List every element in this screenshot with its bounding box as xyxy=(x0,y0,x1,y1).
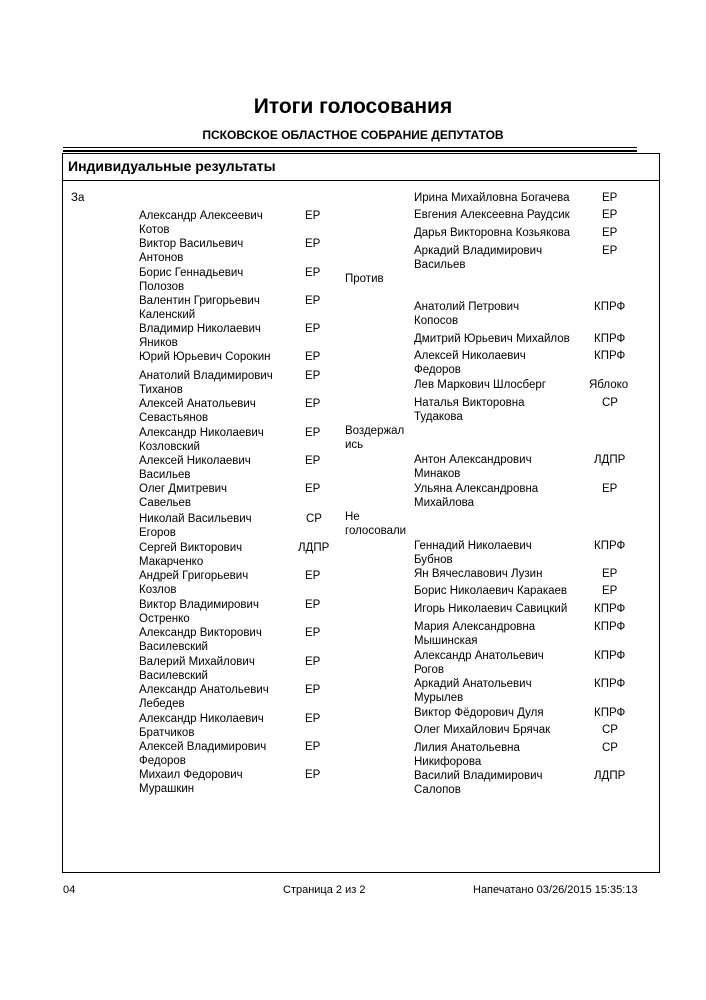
party-label: ЕР xyxy=(305,267,321,279)
deputy-name: Василий Владимирович Салопов xyxy=(414,770,543,796)
deputy-name: Андрей Григорьевич Козлов xyxy=(139,570,249,596)
party-label: КПРФ xyxy=(594,621,626,633)
party-label: ЛДПР xyxy=(594,770,626,782)
party-label: ЕР xyxy=(305,351,321,363)
party-label: ЕР xyxy=(602,245,618,257)
party-label: ЕР xyxy=(305,427,321,439)
party-label: ЕР xyxy=(305,323,321,335)
party-label: ЕР xyxy=(602,227,618,239)
party-label: СР xyxy=(602,724,618,736)
footer-code: 04 xyxy=(63,884,76,896)
footer-page-number: Страница 2 из 2 xyxy=(283,884,366,896)
deputy-name: Дмитрий Юрьевич Михайлов xyxy=(414,333,570,345)
party-label: КПРФ xyxy=(594,540,626,552)
deputy-name: Ян Вячеславович Лузин xyxy=(414,568,543,580)
party-label: СР xyxy=(602,742,618,754)
deputy-name: Владимир Николаевич Яников xyxy=(139,323,261,349)
deputy-name: Аркадий Анатольевич Мурылев xyxy=(414,678,532,704)
deputy-name: Александр Николаевич Козловский xyxy=(139,427,264,453)
category-label-ne-golosovali: Не голосовали xyxy=(345,511,407,537)
deputy-name: Валентин Григорьевич Каленский xyxy=(139,295,260,321)
party-label: ЕР xyxy=(305,741,321,753)
deputy-name: Наталья Викторовна Тудакова xyxy=(414,397,525,423)
deputy-name: Олег Дмитревич Савельев xyxy=(139,483,228,509)
party-label: СР xyxy=(306,513,322,525)
party-label: ЕР xyxy=(602,483,618,495)
party-label: ЛДПР xyxy=(594,454,626,466)
deputy-name: Алексей Николаевич Федоров xyxy=(414,350,526,376)
party-label: ЕР xyxy=(305,599,321,611)
deputy-name: Борис Геннадьевич Полозов xyxy=(139,267,244,293)
party-label: ЕР xyxy=(305,570,321,582)
party-label: КПРФ xyxy=(594,603,626,615)
deputy-name: Виктор Владимирович Остренко xyxy=(139,599,259,625)
party-label: ЕР xyxy=(305,398,321,410)
deputy-name: Александр Анатольевич Лебедев xyxy=(139,684,269,710)
category-label-vozderzhalis: Воздержал ись xyxy=(345,425,405,451)
deputy-name: Николай Васильевич Егоров xyxy=(139,513,252,539)
deputy-name: Александр Николаевич Братчиков xyxy=(139,713,264,739)
deputy-name: Александр Викторович Василевский xyxy=(139,627,262,653)
category-label-za: За xyxy=(71,192,85,204)
deputy-name: Лев Маркович Шлосберг xyxy=(414,379,546,391)
party-label: ЕР xyxy=(305,684,321,696)
party-label: Яблоко xyxy=(589,379,629,391)
document-subtitle: ПСКОВСКОЕ ОБЛАСТНОЕ СОБРАНИЕ ДЕПУТАТОВ xyxy=(202,128,504,142)
party-label: КПРФ xyxy=(594,650,626,662)
section-heading-rule xyxy=(62,180,660,181)
deputy-name: Лилия Анатольевна Никифорова xyxy=(414,742,520,768)
deputy-name: Валерий Михайлович Василевский xyxy=(139,656,255,682)
deputy-name: Алексей Анатольевич Севастьянов xyxy=(139,398,256,424)
party-label: ЕР xyxy=(305,656,321,668)
party-label: ЕР xyxy=(602,585,618,597)
category-label-protiv: Против xyxy=(345,273,384,285)
party-label: ЕР xyxy=(305,370,321,382)
deputy-name: Борис Николаевич Каракаев xyxy=(414,585,568,597)
deputy-name: Виктор Фёдорович Дуля xyxy=(414,707,544,719)
deputy-name: Александр Анатольевич Рогов xyxy=(414,650,544,676)
party-label: ЕР xyxy=(305,238,321,250)
deputy-name: Алексей Владимирович Федоров xyxy=(139,741,267,767)
section-heading: Индивидуальные результаты xyxy=(68,158,276,174)
deputy-name: Михаил Федорович Мурашкин xyxy=(139,769,243,795)
party-label: ЕР xyxy=(602,568,618,580)
deputy-name: Сергей Викторович Макарченко xyxy=(139,542,243,568)
party-label: ЕР xyxy=(305,455,321,467)
party-label: СР xyxy=(602,397,618,409)
deputy-name: Виктор Васильевич Антонов xyxy=(139,238,244,264)
deputy-name: Александр Алексеевич Котов xyxy=(139,210,263,236)
party-label: КПРФ xyxy=(594,678,626,690)
party-label: ЕР xyxy=(305,210,321,222)
deputy-name: Ульяна Александровна Михайлова xyxy=(414,483,539,509)
party-label: ЕР xyxy=(305,295,321,307)
party-label: ЕР xyxy=(602,209,618,221)
party-label: КПРФ xyxy=(594,350,626,362)
party-label: КПРФ xyxy=(594,707,626,719)
deputy-name: Мария Александровна Мышинская xyxy=(414,621,536,647)
party-label: ЕР xyxy=(305,713,321,725)
deputy-name: Ирина Михайловна Богачева xyxy=(414,192,570,204)
deputy-name: Аркадий Владимирович Васильев xyxy=(414,245,543,271)
deputy-name: Дарья Викторовна Козьякова xyxy=(414,227,571,239)
footer-print-date: Напечатано 03/26/2015 15:35:13 xyxy=(473,884,638,896)
deputy-name: Анатолий Владимирович Тиханов xyxy=(139,370,273,396)
party-label: КПРФ xyxy=(594,301,626,313)
deputy-name: Евгения Алексеевна Раудсик xyxy=(414,209,570,221)
party-label: ЛДПР xyxy=(298,542,330,554)
deputy-name: Игорь Николаевич Савицкий xyxy=(414,603,568,615)
party-label: ЕР xyxy=(305,483,321,495)
deputy-name: Алексей Николаевич Васильев xyxy=(139,455,251,481)
document-title: Итоги голосования xyxy=(253,95,453,118)
deputy-name: Анатолий Петрович Копосов xyxy=(414,301,520,327)
party-label: ЕР xyxy=(305,627,321,639)
party-label: ЕР xyxy=(602,192,618,204)
party-label: ЕР xyxy=(305,769,321,781)
deputy-name: Геннадий Николаевич Бубнов xyxy=(414,540,532,566)
deputy-name: Юрий Юрьевич Сорокин xyxy=(139,351,271,363)
deputy-name: Антон Александрович Минаков xyxy=(414,454,532,480)
party-label: КПРФ xyxy=(594,333,626,345)
deputy-name: Олег Михайлович Брячак xyxy=(414,724,551,736)
header-rule-thin xyxy=(63,147,637,148)
header-rule-thick xyxy=(63,150,637,152)
